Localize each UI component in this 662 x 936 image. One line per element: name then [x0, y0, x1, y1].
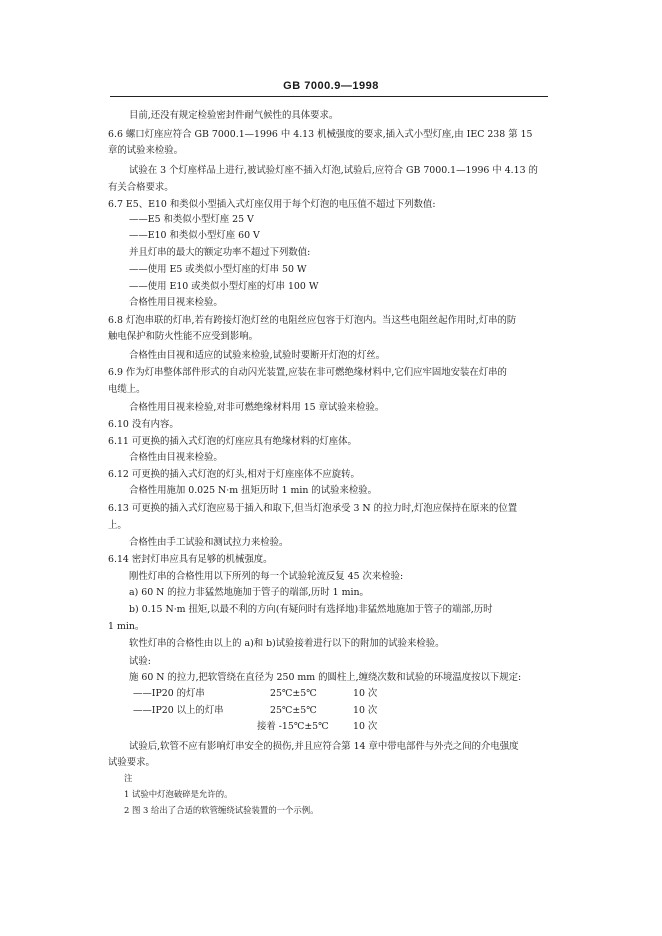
clause-6-6: 6.6 螺口灯座应符合 GB 7000.1—1996 中 4.13 机械强度的要求,插入式小型灯座,由 IEC 238 第 15	[108, 129, 533, 140]
text-line: 触电保护和防火性能不应受到影响。	[108, 331, 259, 342]
text-line: 电缆上。	[108, 384, 146, 395]
list-item: ——E5 和类似小型灯座 25 V	[129, 214, 254, 225]
list-item: a) 60 N 的拉力非猛然地施加于管子的端部,历时 1 min。	[129, 587, 369, 598]
clause-6-9: 6.9 作为灯串整体部件形式的自动闪光装置,应装在非可燃绝缘材料中,它们应牢固地安装在灯串的	[108, 367, 507, 378]
list-item: ——使用 E5 或类似小型灯座的灯串 50 W	[129, 264, 307, 275]
text-line: 有关合格要求。	[108, 182, 174, 193]
table-cell: ——IP20 以上的灯串	[133, 705, 224, 716]
text-line: 合格性由目视和适应的试验来检验,试验时要断开灯泡的灯丝。	[129, 350, 386, 361]
list-item: ——E10 和类似小型灯座 60 V	[129, 230, 260, 241]
table-cell: 25℃±5℃	[270, 688, 317, 699]
text-line: 并且灯串的最大的额定功率不超过下列数值:	[129, 247, 311, 258]
clause-6-12: 6.12 可更换的插入式灯泡的灯头,相对于灯座座体不应旋转。	[108, 469, 360, 480]
table-cell: 10 次	[353, 688, 378, 699]
text-line: 目前,还没有规定检验密封件耐气候性的具体要求。	[129, 110, 339, 121]
table-cell: 25℃±5℃	[270, 705, 317, 716]
table-cell: 10 次	[353, 705, 378, 716]
text-line: 施 60 N 的拉力,把软管绕在直径为 250 mm 的圆柱上,缠绕次数和试验的环境温度按以下规定:	[129, 672, 522, 683]
text-line: 刚性灯串的合格性用以下所列的每一个试验轮流反复 45 次来检验:	[129, 571, 404, 582]
note-item: 1 试验中灯泡破碎是允许的。	[124, 789, 233, 799]
text-line: 合格性用目视来检验,对非可燃绝缘材料用 15 章试验来检验。	[129, 402, 385, 413]
list-item: b) 0.15 N·m 扭矩,以最不利的方向(有疑问时有选择地)非猛然地施加于管子的端部,历时	[129, 604, 493, 615]
text-line: 1 min。	[108, 621, 145, 632]
note-item: 2 图 3 给出了合适的软管缠绕试验装置的一个示例。	[124, 805, 319, 815]
table-cell: ——IP20 的灯串	[133, 688, 205, 699]
text-line: 合格性由手工试验和测试拉力来检验。	[129, 537, 289, 548]
text-line: 上。	[108, 520, 127, 531]
text-line: 合格性用施加 0.025 N·m 扭矩历时 1 min 的试验来检验。	[129, 485, 378, 496]
text-line: 合格性由目视来检验。	[129, 452, 223, 463]
clause-6-7: 6.7 E5、E10 和类似小型插入式灯座仅用于每个灯泡的电压值不超过下列数值:	[108, 199, 436, 210]
header-rule	[110, 96, 548, 97]
note-heading: 注	[124, 773, 133, 783]
table-cell: 10 次	[353, 721, 378, 732]
clause-6-11: 6.11 可更换的插入式灯泡的灯座应具有绝缘材料的灯座体。	[108, 436, 357, 447]
text-line: 软性灯串的合格性由以上的 a)和 b)试验接着进行以下的附加的试验来检验。	[129, 638, 445, 649]
standard-number-header: GB 7000.9—1998	[283, 80, 379, 92]
text-line: 试验:	[129, 656, 151, 667]
table-cell: 接着 -15℃±5℃	[257, 721, 329, 732]
clause-6-8: 6.8 灯泡串联的灯串,若有跨接灯泡灯丝的电阻丝应包容于灯泡内。当这些电阻丝起作用时,灯串的防	[108, 315, 517, 326]
text-line: 试验后,软管不应有影响灯串安全的损伤,并且应符合第 14 章中带电部件与外壳之间的介电强度	[129, 741, 519, 752]
text-line: 试验在 3 个灯座样品上进行,被试验灯座不插入灯泡,试验后,应符合 GB 7000.1—1996 中 4.13 的	[129, 165, 538, 176]
clause-6-13: 6.13 可更换的插入式灯泡应易于插入和取下,但当灯泡承受 3 N 的拉力时,灯泡应保持在原来的位置	[108, 503, 518, 514]
text-line: 章的试验来检验。	[108, 145, 184, 156]
text-line: 合格性用目视来检验。	[129, 297, 223, 308]
list-item: ——使用 E10 或类似小型灯座的灯串 100 W	[129, 281, 319, 292]
clause-6-10: 6.10 没有内容。	[108, 419, 179, 430]
clause-6-14: 6.14 密封灯串应具有足够的机械强度。	[108, 554, 273, 565]
text-line: 试验要求。	[108, 757, 155, 768]
